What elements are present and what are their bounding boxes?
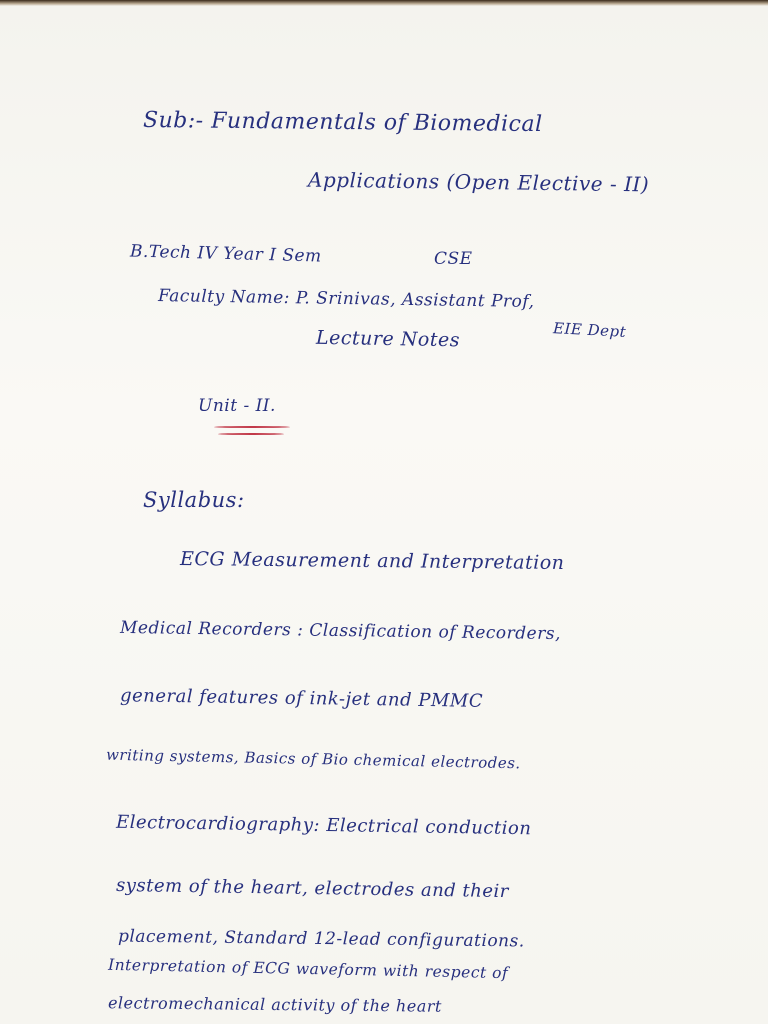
syllabus-line-2: general features of ink-jet and PMMC — [119, 685, 484, 712]
page-top-edge — [0, 0, 768, 6]
branch-label: CSE — [434, 249, 473, 269]
unit-underline — [214, 426, 290, 428]
syllabus-line-5: system of the heart, electrodes and their — [115, 874, 510, 903]
department: EIE Dept — [552, 319, 627, 341]
syllabus-line-4: Electrocardiography: Electrical conduction — [115, 811, 532, 840]
syllabus-line-6: placement, Standard 12-lead configurations. — [117, 926, 525, 952]
syllabus-line-3: writing systems, Basics of Bio chemical electrodes. — [105, 745, 521, 773]
syllabus-line-8: electromechanical activity of the heart — [107, 993, 442, 1016]
syllabus-line-7: Interpretation of ECG waveform with respect of — [107, 955, 509, 983]
subject-continuation: Applications (Open Elective - II) — [307, 167, 650, 197]
faculty-name: Faculty Name: P. Srinivas, Assistant Prof, — [157, 286, 535, 312]
syllabus-topic: ECG Measurement and Interpretation — [179, 547, 565, 575]
syllabus-line-1: Medical Recorders : Classification of Recorders, — [119, 617, 562, 645]
course-info: B.Tech IV Year I Sem — [129, 241, 322, 267]
unit-label: Unit - II. — [198, 396, 276, 416]
lecture-notes: Lecture Notes — [315, 326, 461, 352]
unit-underline-second — [218, 433, 284, 435]
syllabus-heading: Syllabus: — [143, 488, 245, 512]
subject-line: Sub:- Fundamentals of Biomedical — [142, 107, 543, 138]
